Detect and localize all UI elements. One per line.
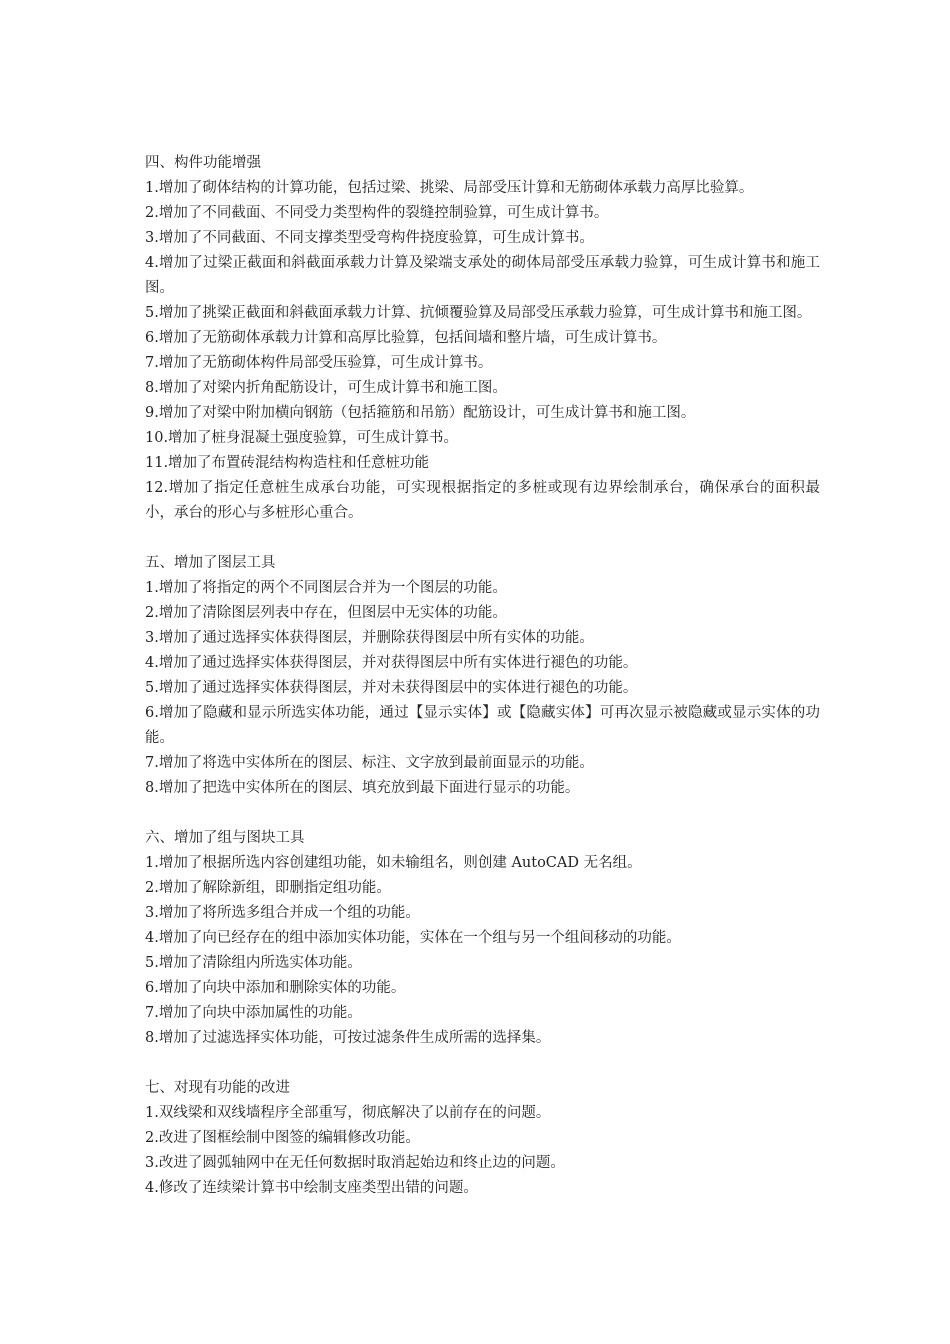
list-item: 4.增加了过梁正截面和斜截面承载力计算及梁端支承处的砌体局部受压承载力验算，可生成计算书和施工图。 bbox=[145, 255, 820, 296]
list-item: 1.双线梁和双线墙程序全部重写，彻底解决了以前存在的问题。 bbox=[145, 1105, 551, 1121]
list-item: 1.增加了砌体结构的计算功能，包括过梁、挑梁、局部受压计算和无筋砌体承载力高厚比验算。 bbox=[145, 180, 754, 196]
list-item: 2.增加了不同截面、不同受力类型构件的裂缝控制验算，可生成计算书。 bbox=[145, 205, 609, 221]
list-item: 5.增加了通过选择实体获得图层，并对未获得图层中的实体进行褪色的功能。 bbox=[145, 680, 638, 696]
list-item: 8.增加了过滤选择实体功能，可按过滤条件生成所需的选择集。 bbox=[145, 1030, 551, 1046]
section-group-block-tools bbox=[145, 826, 820, 1051]
list-item: 10.增加了桩身混凝土强度验算，可生成计算书。 bbox=[145, 430, 459, 446]
list-item: 8.增加了对梁内折角配筋设计，可生成计算书和施工图。 bbox=[145, 380, 507, 396]
list-item: 2.增加了解除新组，即删指定组功能。 bbox=[145, 880, 391, 896]
list-item: 1.增加了将指定的两个不同图层合并为一个图层的功能。 bbox=[145, 580, 507, 596]
section-component-enhancements bbox=[145, 151, 820, 526]
list-item: 4.增加了通过选择实体获得图层，并对获得图层中所有实体进行褪色的功能。 bbox=[145, 655, 638, 671]
section-improvements bbox=[145, 1076, 820, 1201]
list-item: 6.增加了隐藏和显示所选实体功能，通过【显示实体】或【隐藏实体】可再次显示被隐藏或显示实体的功能。 bbox=[145, 705, 820, 746]
list-item: 3.增加了不同截面、不同支撑类型受弯构件挠度验算，可生成计算书。 bbox=[145, 230, 594, 246]
list-item: 4.修改了连续梁计算书中绘制支座类型出错的问题。 bbox=[145, 1180, 478, 1196]
section-layer-tools bbox=[145, 551, 820, 801]
list-item: 1.增加了根据所选内容创建组功能，如未输组名，则创建 AutoCAD 无名组。 bbox=[145, 855, 642, 871]
list-item: 6.增加了向块中添加和删除实体的功能。 bbox=[145, 980, 406, 996]
list-item: 7.增加了向块中添加属性的功能。 bbox=[145, 1005, 362, 1021]
list-item: 2.改进了图框绘制中图签的编辑修改功能。 bbox=[145, 1130, 420, 1146]
list-item: 11.增加了布置砖混结构构造柱和任意桩功能 bbox=[145, 455, 430, 471]
section-title: 六、增加了组与图块工具 bbox=[145, 830, 305, 846]
list-item: 3.增加了将所选多组合并成一个组的功能。 bbox=[145, 905, 420, 921]
list-item: 7.增加了将选中实体所在的图层、标注、文字放到最前面显示的功能。 bbox=[145, 755, 594, 771]
list-item: 3.增加了通过选择实体获得图层，并删除获得图层中所有实体的功能。 bbox=[145, 630, 594, 646]
list-item: 7.增加了无筋砌体构件局部受压验算，可生成计算书。 bbox=[145, 355, 493, 371]
list-item: 9.增加了对梁中附加横向钢筋（包括箍筋和吊筋）配筋设计，可生成计算书和施工图。 bbox=[145, 405, 696, 421]
list-item: 3.改进了圆弧轴网中在无任何数据时取消起始边和终止边的问题。 bbox=[145, 1155, 565, 1171]
list-item: 6.增加了无筋砌体承载力计算和高厚比验算，包括间墙和整片墙，可生成计算书。 bbox=[145, 330, 667, 346]
section-title: 四、构件功能增强 bbox=[145, 155, 261, 171]
list-item: 2.增加了清除图层列表中存在，但图层中无实体的功能。 bbox=[145, 605, 507, 621]
list-item: 5.增加了挑梁正截面和斜截面承载力计算、抗倾覆验算及局部受压承载力验算，可生成计算书和施工图。 bbox=[145, 305, 812, 321]
document-body bbox=[145, 151, 820, 1201]
list-item: 5.增加了清除组内所选实体功能。 bbox=[145, 955, 362, 971]
section-title: 七、对现有功能的改进 bbox=[145, 1080, 290, 1096]
list-item: 12.增加了指定任意桩生成承台功能，可实现根据指定的多桩或现有边界绘制承台，确保承台的面积最小，承台的形心与多桩形心重合。 bbox=[145, 480, 820, 521]
section-title: 五、增加了图层工具 bbox=[145, 555, 276, 571]
list-item: 4.增加了向已经存在的组中添加实体功能，实体在一个组与另一个组间移动的功能。 bbox=[145, 930, 681, 946]
list-item: 8.增加了把选中实体所在的图层、填充放到最下面进行显示的功能。 bbox=[145, 780, 580, 796]
